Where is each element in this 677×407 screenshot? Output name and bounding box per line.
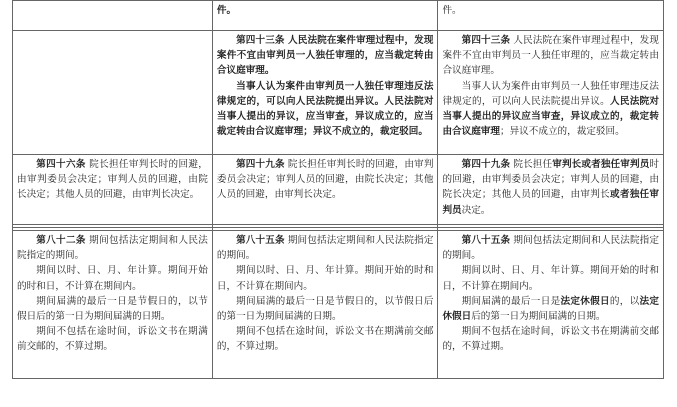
article-49: 第四十九条 院长担任审判长时的回避，由审判委员会决定；审判人员的回避，由院长决定；其他人员的回避，由审判长决定。 [216,159,434,201]
article-46: 第四十六条 院长担任审判长时的回避，由审判委员会决定；审判人员的回避，由院长决定；其他人员的回避，由审判长决定。 [17,159,208,201]
table-cell [438,31,664,155]
table-row [13,1,664,31]
table-cell [438,1,664,31]
article-43-paragraph-2: 当事人认为案件由审判员一人独任审理违反法律规定的，可以向人民法院提出异议。人民法院对当事人提出的异议，应当审查，异议成立的，应当裁定转由合议庭审理；异议不成立的，裁定驳回。 [216,80,434,138]
table-cell [212,231,438,379]
table-cell [13,31,213,155]
table-cell [13,1,213,31]
article-number: 第八十五条 [236,235,285,246]
table-cell [212,31,438,155]
law-comparison-table [12,0,664,379]
article-number: 第四十六条 [36,159,86,170]
article-85-paragraph-4: 期间不包括在途时间，诉讼文书在期满前交邮的，不算过期。 [216,326,434,353]
amended-text: 法定休假日 [442,295,660,323]
article-85-paragraph-1: 第八十五条 期间包括法定期间和人民法院指定的期间。 [216,235,434,262]
table-cell [212,155,438,225]
amended-text: 审判长或者独任审判员 [552,159,650,170]
table-row [13,231,664,379]
article-43-paragraph-2: 当事人认为案件由审判员一人独任审理违反法律规定的，可以向人民法院提出异议。人民法院对当事人提出的异议应当审查，异议成立的，裁定转由合议庭审理；异议不成立的，裁定驳回。 [442,80,660,138]
article-82-paragraph-1: 第八十二条 期间包括法定期间和人民法院指定的期间。 [17,235,208,262]
article-number: 第四十三条 [461,35,511,46]
article-number: 第四十九条 [236,159,285,170]
article-85-paragraph-1: 第八十五条 期间包括法定期间和人民法院指定的期间。 [442,235,659,262]
table-cell [13,231,213,379]
article-85-paragraph-3: 期间届满的最后一日是法定休假日的，以法定休假日后的第一日为期间届满的日期。 [442,295,660,323]
amended-text: 法定休假日 [560,295,610,307]
article-43-paragraph-1: 第四十三条 人民法院在案件审理过程中，发现案件不宜由审判员一人独任审理的，应当裁定转由合议庭审理。 [216,35,434,77]
amended-text: 人民法院对当事人提出的异议应当审查，异议成立的，裁定转由合议庭审理 [442,95,660,138]
article-number: 第四十九条 [461,159,511,170]
article-82-paragraph-4: 期间不包括在途时间，诉讼文书在期满前交邮的，不算过期。 [17,326,208,353]
article-82-paragraph-2: 期间以时、日、月、年计算。期间开始的时和日，不计算在期间内。 [17,265,208,292]
amended-text: 或者独任审判员 [442,189,660,216]
article-number: 第八十二条 [36,235,86,246]
article-85-paragraph-3: 期间届满的最后一日是节假日的，以节假日后的第一日为期间届满的日期。 [216,295,434,323]
article-85-paragraph-2: 期间以时、日、月、年计算。期间开始的时和日，不计算在期间内。 [216,265,434,292]
article-number: 第八十五条 [461,235,511,246]
article-43-paragraph-1: 第四十三条 人民法院在案件审理过程中，发现案件不宜由审判员一人独任审理的，应当裁定转由合议庭审理。 [442,35,659,77]
article-82-paragraph-3: 期间届满的最后一日是节假日的，以节假日后的第一日为期间届满的日期。 [17,295,208,323]
article-85-paragraph-2: 期间以时、日、月、年计算。期间开始的时和日，不计算在期间内。 [442,265,659,292]
table-row [13,31,664,155]
table-row [13,155,664,225]
table-cell [438,155,664,225]
table-cell [212,1,438,31]
table-cell [13,155,213,225]
table-cell [438,231,664,379]
cell-text: 件。 [442,5,462,16]
cell-text: 件。 [216,5,237,16]
article-49: 第四十九条 院长担任审判长或者独任审判员时的回避，由审判委员会决定；审判人员的回避，由院长决定；其他人员的回避，由审判长或者独任审判员决定。 [442,159,660,216]
article-85-paragraph-4: 期间不包括在途时间，诉讼文书在期满前交邮的，不算过期。 [442,326,659,353]
